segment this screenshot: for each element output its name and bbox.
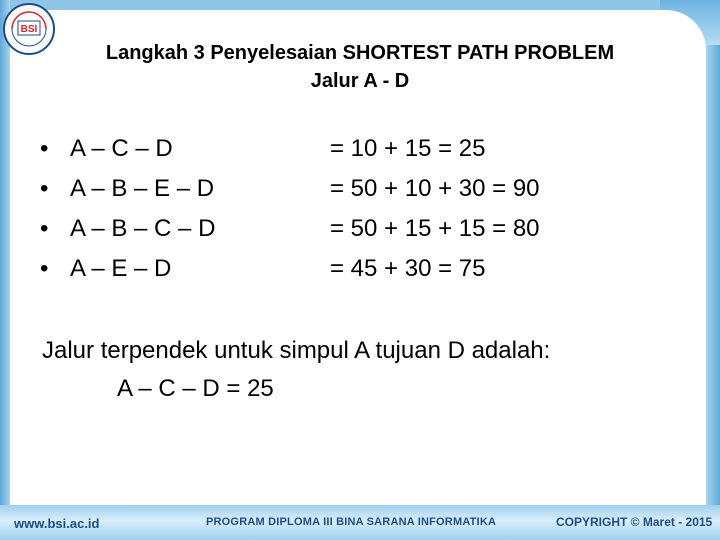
- list-item: [40, 175, 680, 215]
- slide-title: Langkah 3 Penyelesaian SHORTEST PATH PROBLEM: [105, 42, 615, 64]
- bullet-icon: •: [40, 175, 49, 202]
- path-list: [40, 135, 680, 295]
- footer-copyright: COPYRIGHT © Maret - 2015: [556, 515, 713, 529]
- list-item: [40, 135, 680, 175]
- slide-subtitle: Jalur A - D: [310, 70, 410, 92]
- answer-text: A – C – D = 25: [117, 375, 274, 402]
- path-label: A – B – C – D: [70, 215, 216, 242]
- path-calculation: = 50 + 10 + 30 = 90: [330, 175, 540, 202]
- path-calculation: = 45 + 30 = 75: [330, 255, 486, 282]
- list-item: [40, 255, 680, 295]
- path-calculation: = 10 + 15 = 25: [330, 135, 486, 162]
- bullet-icon: •: [40, 215, 49, 242]
- bullet-icon: •: [40, 255, 49, 282]
- list-item: [40, 215, 680, 255]
- path-label: A – C – D: [70, 135, 173, 162]
- conclusion-text: Jalur terpendek untuk simpul A tujuan D adalah:: [42, 337, 551, 364]
- path-calculation: = 50 + 15 + 15 = 80: [330, 215, 540, 242]
- top-frame: [0, 0, 720, 10]
- path-label: A – B – E – D: [70, 175, 215, 202]
- footer-program-name: PROGRAM DIPLOMA III BINA SARANA INFORMATIKA: [206, 516, 497, 528]
- path-label: A – E – D: [70, 255, 172, 282]
- footer-bar: [0, 505, 720, 540]
- bullet-icon: •: [40, 135, 49, 162]
- footer-url[interactable]: www.bsi.ac.id: [14, 516, 100, 531]
- logo-text: BSI: [20, 24, 38, 35]
